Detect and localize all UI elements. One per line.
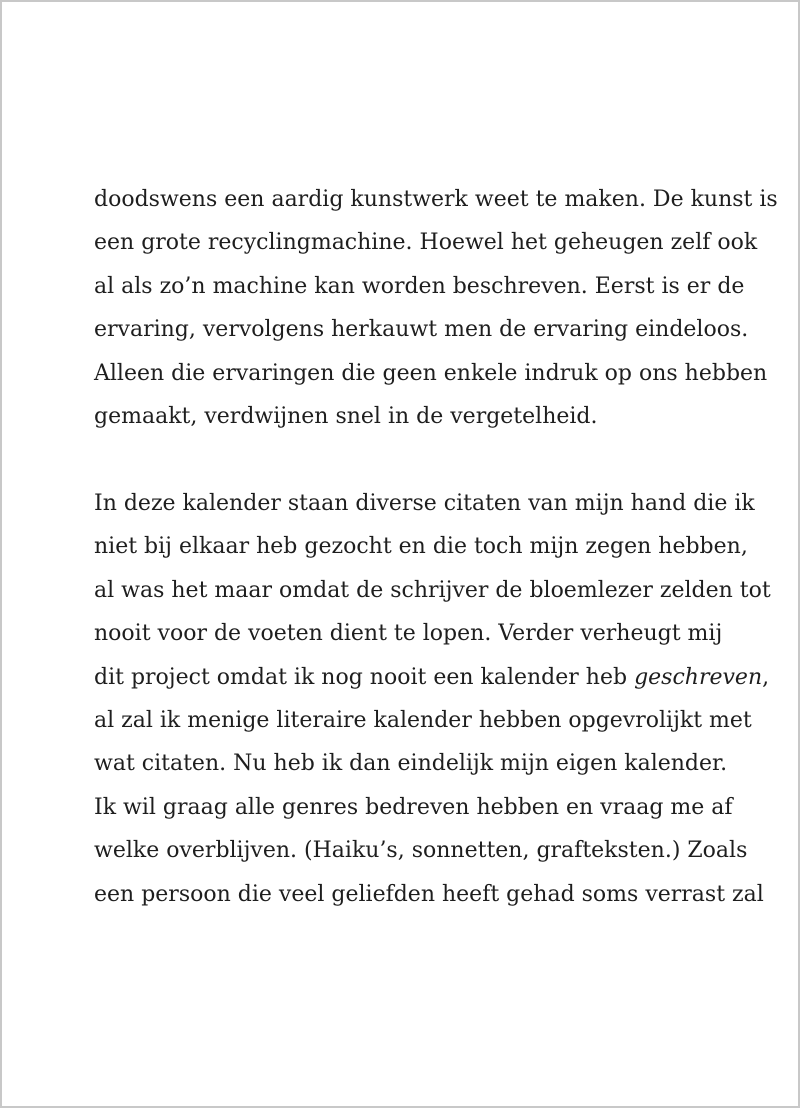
text-line: Alleen die ervaringen die geen enkele indruk op ons hebben xyxy=(94,360,768,386)
text-line: een persoon die veel geliefden heeft gehad soms verrast zal xyxy=(94,881,764,907)
text-line: al als zo’n machine kan worden beschreven. Eerst is er de xyxy=(94,273,745,299)
text-line: ervaring, vervolgens herkauwt men de ervaring eindeloos. xyxy=(94,317,749,343)
text-line: gemaakt, verdwijnen snel in de vergetelheid. xyxy=(94,403,598,429)
text-segment: , xyxy=(762,664,770,690)
italic-word: geschreven xyxy=(634,664,763,690)
text-line: Ik wil graag alle genres bedreven hebben en vraag me af xyxy=(94,794,733,820)
text-line: nooit voor de voeten dient te lopen. Verder verheugt mij xyxy=(94,621,723,647)
text-line: welke overblijven. (Haiku’s, sonnetten, grafteksten.) Zoals xyxy=(94,838,748,864)
paragraph-1 xyxy=(94,178,778,438)
text-line: niet bij elkaar heb gezocht en die toch mijn zegen hebben, xyxy=(94,534,748,560)
text-line: een grote recyclingmachine. Hoewel het geheugen zelf ook xyxy=(94,230,758,256)
text-segment: dit project omdat ik nog nooit een kalender heb xyxy=(94,664,635,690)
text-line: In deze kalender staan diverse citaten van mijn hand die ik xyxy=(94,491,755,516)
text-line-with-italic xyxy=(94,656,770,699)
text-line: al zal ik menige literaire kalender hebben opgevrolijkt met xyxy=(94,707,752,733)
text-line: wat citaten. Nu heb ik dan eindelijk mijn eigen kalender. xyxy=(94,751,728,777)
text-line: al was het maar omdat de schrijver de bloemlezer zelden tot xyxy=(94,577,771,603)
text-line: doodswens een aardig kunstwerk weet te maken. De kunst is xyxy=(94,187,778,212)
paragraph-2 xyxy=(94,482,771,916)
